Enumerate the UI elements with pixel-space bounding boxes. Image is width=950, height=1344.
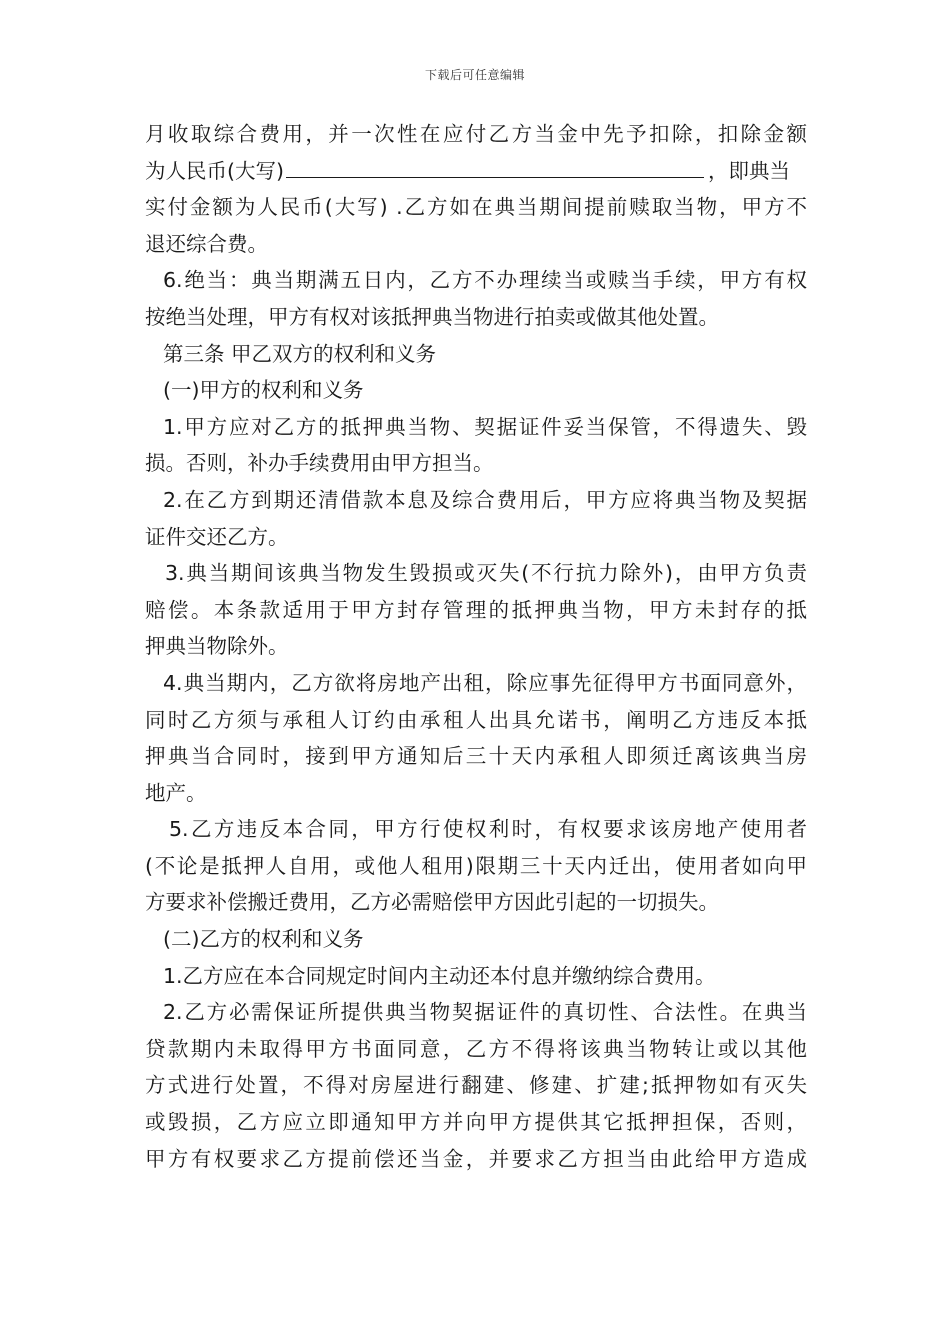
text-line [145, 299, 807, 336]
line-text: 贷款期内未取得甲方书面同意，乙方不得将该典当物转让或以其他 [145, 1036, 807, 1061]
text-line [145, 1067, 807, 1104]
text-line [145, 1031, 807, 1068]
text-line [145, 592, 807, 629]
text-line [145, 738, 807, 775]
line-text: 证件交还乙方。 [145, 524, 289, 549]
text-line [145, 1104, 807, 1141]
text-line [145, 445, 807, 482]
line-text: 同时乙方须与承租人订约由承租人出具允诺书，阐明乙方违反本抵 [145, 707, 807, 732]
text-line [145, 519, 807, 556]
text-line [145, 958, 807, 995]
line-text: (不论是抵押人自用，或他人租用)限期三十天内迁出，使用者如向甲 [145, 853, 807, 878]
text-line [145, 555, 807, 592]
line-text: 1.乙方应在本合同规定时间内主动还本付息并缴纳综合费用。 [163, 963, 716, 988]
fill-in-blank [286, 155, 704, 178]
text-line [145, 702, 807, 739]
line-text: 月收取综合费用，并一次性在应付乙方当金中先予扣除，扣除金额 [145, 122, 807, 146]
line-text-after-blank: ，即典当 [708, 158, 790, 183]
line-text: 为人民币(大写) [145, 158, 284, 183]
text-line [145, 262, 807, 299]
line-text: 方要求补偿搬迁费用，乙方必需赔偿甲方因此引起的一切损失。 [145, 890, 719, 915]
line-text: 押典当物除外。 [145, 634, 289, 659]
line-text: 3.典当期间该典当物发生毁损或灭失(不行抗力除外)，由甲方负责 [165, 561, 807, 586]
line-text: 甲方有权要求乙方提前偿还当金，并要求乙方担当由此给甲方造成 [145, 1146, 807, 1171]
line-text: 方式进行处置，不得对房屋进行翻建、修建、扩建;抵押物如有灭失 [145, 1073, 807, 1098]
line-text: 赔偿。本条款适用于甲方封存管理的抵押典当物，甲方未封存的抵 [145, 597, 807, 622]
line-text: 1.甲方应对乙方的抵押典当物、契据证件妥当保管，不得遗失、毁 [163, 414, 807, 439]
text-line [145, 153, 807, 190]
text-line [145, 226, 807, 263]
text-line [145, 372, 807, 409]
line-text: 实付金额为人民币(大写) .乙方如在典当期间提前赎取当物，甲方不 [145, 195, 807, 220]
line-text: 按绝当处理，甲方有权对该抵押典当物进行拍卖或做其他处置。 [145, 304, 719, 329]
text-line [145, 848, 807, 885]
text-line [145, 116, 807, 153]
text-line [145, 189, 807, 226]
line-text: 2.在乙方到期还清借款本息及综合费用后，甲方应将典当物及契据 [163, 487, 807, 512]
line-text: 押典当合同时，接到甲方通知后三十天内承租人即须迁离该典当房 [145, 744, 807, 769]
text-line [145, 994, 807, 1031]
text-line [145, 628, 807, 665]
line-text: 退还综合费。 [145, 231, 268, 256]
line-text: 5.乙方违反本合同，甲方行使权利时，有权要求该房地产使用者 [169, 817, 807, 842]
line-text: 4.典当期内，乙方欲将房地产出租，除应事先征得甲方书面同意外， [163, 670, 807, 695]
line-text: (一)甲方的权利和义务 [163, 378, 364, 403]
text-line [145, 921, 807, 958]
text-line [145, 775, 807, 812]
text-line [145, 336, 807, 373]
line-text: 或毁损，乙方应立即通知甲方并向甲方提供其它抵押担保，否则， [145, 1110, 807, 1135]
line-text: (二)乙方的权利和义务 [163, 927, 364, 952]
document-body [145, 116, 807, 1177]
text-line [145, 482, 807, 519]
page-header: 下载后可任意编辑 [424, 68, 525, 82]
text-line [145, 811, 807, 848]
text-line [145, 665, 807, 702]
text-line [145, 884, 807, 921]
line-text: 地产。 [145, 780, 207, 805]
text-line [145, 1141, 807, 1178]
line-text: 2.乙方必需保证所提供典当物契据证件的真切性、合法性。在典当 [163, 1000, 807, 1025]
line-text: 第三条 甲乙双方的权利和义务 [163, 341, 437, 366]
text-line [145, 409, 807, 446]
line-text: 6.绝当：典当期满五日内，乙方不办理续当或赎当手续，甲方有权 [163, 268, 807, 293]
line-text: 损。否则，补办手续费用由甲方担当。 [145, 451, 494, 476]
